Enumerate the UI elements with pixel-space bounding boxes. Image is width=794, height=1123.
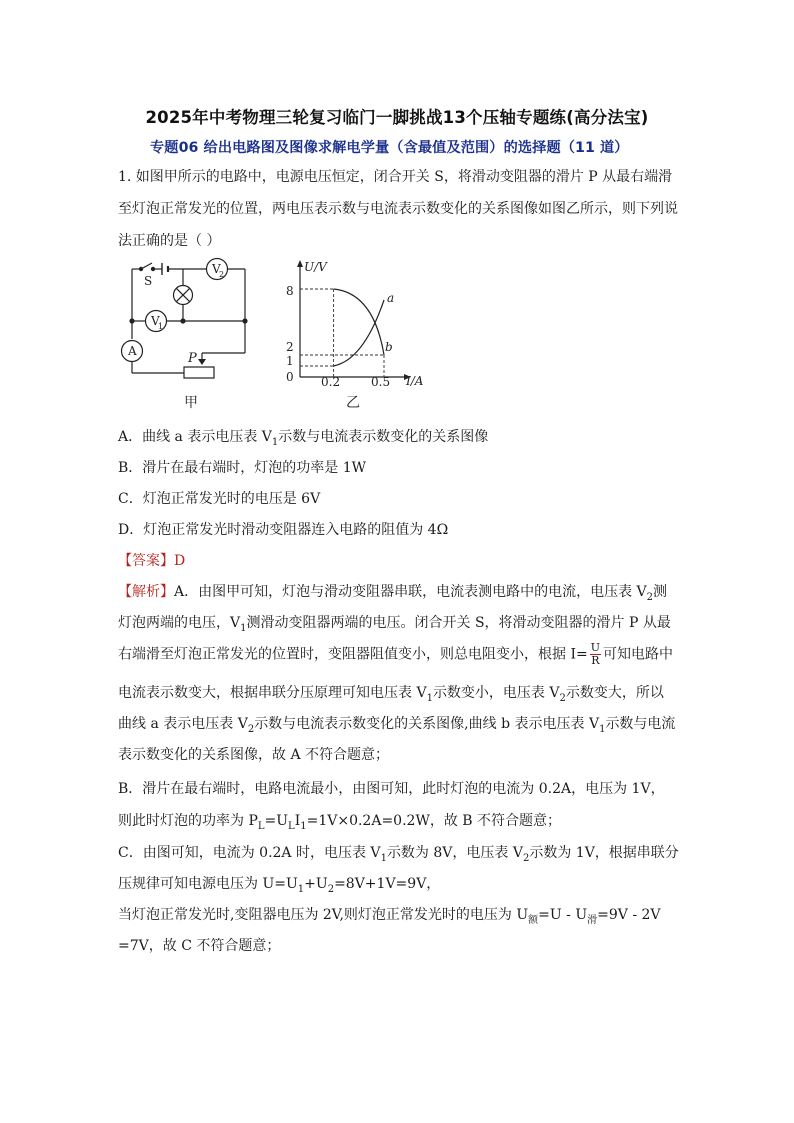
analysis-line-11: 当灯泡正常发光时,变阻器电压为 2V,则灯泡正常发光时的电压为 $U_额=U - U_滑=9V - 2V$ [118,907,661,926]
x-axis-label: I/A [406,374,424,388]
option-d: D．灯泡正常发光时滑动变阻器连入电路的阻值为 4Ω [118,522,449,538]
slider-arrow-icon [198,359,206,365]
analysis-line-8: 则此时灯泡的功率为 $P_L=U_LI_1=1V\times 0.2A=0.2W$，故 B 不符合题意； [118,813,562,832]
analysis-line-9: C．由图可知，电流为 0.2A 时，电压表 $V_1$示数为 8V，电压表 $V_2$示数为 1V，根据串联分 [118,845,679,864]
curve-a [334,300,384,366]
analysis-line-3: 右端滑至灯泡正常发光的位置时，变阻器阻值变小，则总电阻变小，根据 I= $\frac{U}{R}$ 可知电路中 [118,641,673,667]
topic-subtitle: 专题06 给出电路图及图像求解电学量（含最值及范围）的选择题（11 道） [150,140,629,156]
curve-b-label: b [385,340,393,354]
circuit-caption: 甲 [184,395,198,411]
y-axis-arrow [297,260,303,267]
analysis-line-1: 【解析】A．由图甲可知，灯泡与滑动变阻器串联，电流表测电路中的电流，电压表 $V_2$测 [118,584,668,603]
y-tick-1: 1 [286,354,294,368]
analysis-line-2: 灯泡两端的电压，$V_1$测滑动变阻器两端的电压。闭合开关 S，将滑动变阻器的滑片 P 从最 [118,615,671,634]
origin-label: 0 [286,370,294,384]
graph-caption: 乙 [346,395,360,411]
curve-a-label: a [387,291,395,305]
y-axis-label: U/V [304,260,327,274]
graph-panel [297,260,411,380]
analysis-line-12: =7V，故 C 不符合题意； [118,938,281,954]
circuit-diagram [122,259,248,379]
question-stem-line-3: 法正确的是（ ） [118,233,221,249]
x-tick-0.5: 0.5 [371,375,391,389]
option-a: A．曲线 a 表示电压表 $V_1$示数与电流表示数变化的关系图像 [118,429,489,448]
rheostat-icon [184,367,214,378]
y-tick-2: 2 [286,340,294,354]
question-stem-line-2: 至灯泡正常发光的位置，两电压表示数与电流表示数变化的关系图像如图乙所示，则下列说 [118,201,678,217]
v2-subscript: 2 [219,270,225,279]
ammeter-label: A [128,344,137,358]
switch-icon [141,263,152,269]
v2-label: V [212,262,221,276]
y-tick-8: 8 [286,284,294,298]
analysis-line-7: B．滑片在最右端时，电路电流最小，由图可知，此时灯泡的电流为 0.2A，电压为 1V， [118,781,665,797]
answer-label: 【答案】 [118,553,174,569]
x-tick-0.2: 0.2 [321,375,341,389]
page-title: 2025年中考物理三轮复习临门一脚挑战13个压轴专题练(高分法宝) [145,108,649,127]
question-stem-line-1: 1. 如图甲所示的电路中，电源电压恒定，闭合开关 S，将滑动变阻器的滑片 P 从最右端滑 [118,169,673,185]
option-b: B．滑片在最右端时，灯泡的功率是 1W [118,460,367,476]
question-figure [118,255,448,415]
slider-label: P [188,351,197,366]
curve-b [334,289,384,355]
answer-line [118,550,185,570]
answer-value: D [174,553,186,569]
analysis-line-4: 电流表示数变大，根据串联分压原理可知电压表 $V_1$示数变小，电压表 $V_2$示数变大，所以 [118,685,664,704]
v1-subscript: 1 [158,322,164,331]
v1-label: V [151,314,160,328]
analysis-line-5: 曲线 a 表示电压表 $V_2$示数与电流表示数变化的关系图像,曲线 b 表示电压表 $V_1$示数与电流 [118,716,676,735]
analysis-line-10: 压规律可知电源电压为 $U=U_1+U_2=8V+1V=9V$， [118,876,441,895]
switch-label: S [144,274,153,288]
option-c: C．灯泡正常发光时的电压是 6V [118,491,321,507]
ohms-law-fraction: $\frac{U}{R}$ [590,641,600,667]
analysis-line-6: 表示数变化的关系图像，故 A 不符合题意； [118,747,390,763]
